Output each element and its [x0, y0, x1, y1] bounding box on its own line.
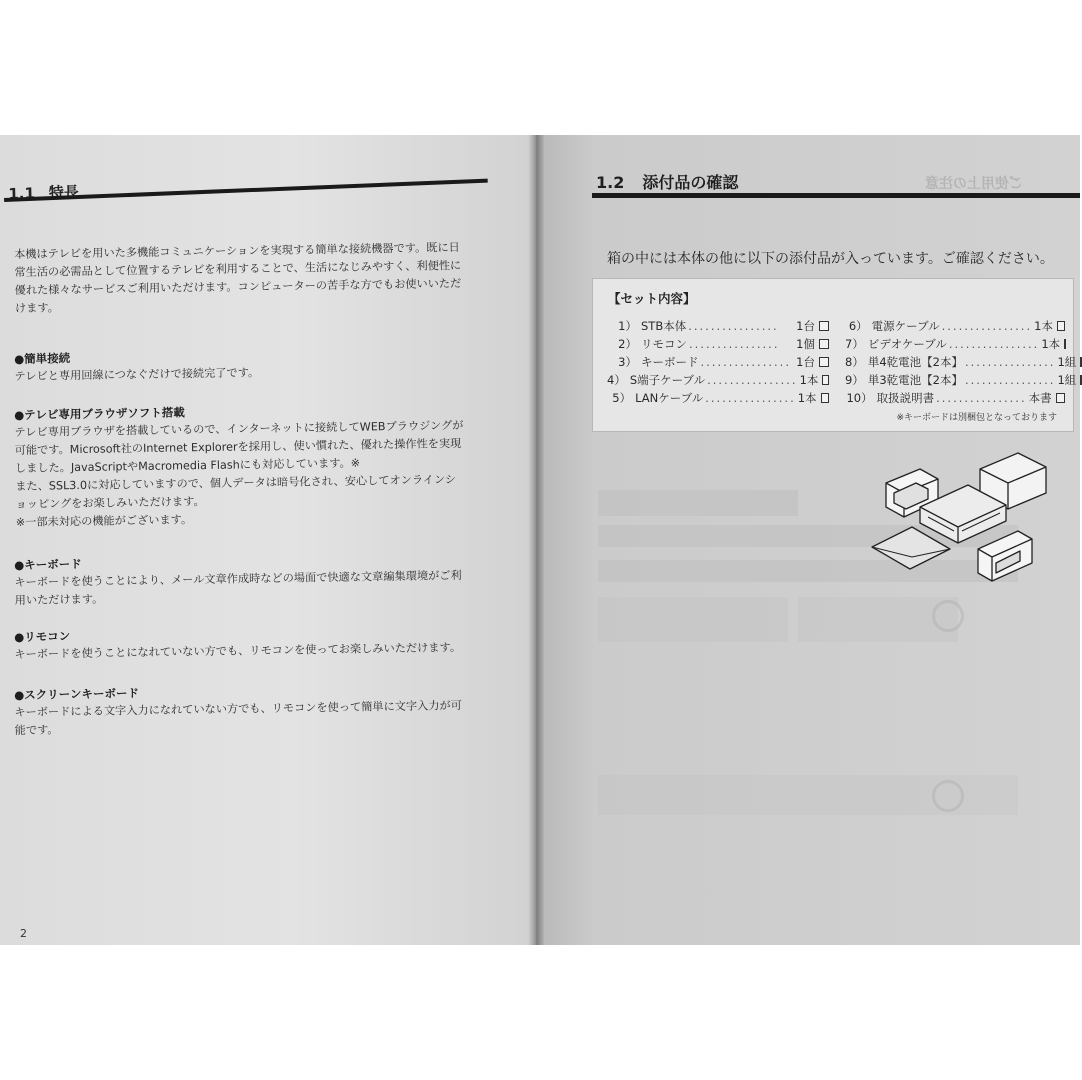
list-item: [607, 389, 829, 407]
item-quantity: 1本: [799, 373, 819, 387]
item-quantity: 1台: [796, 319, 815, 333]
leader-dots: ................: [936, 391, 1027, 405]
item-name: 電源ケーブル: [871, 319, 940, 333]
leader-dots: ................: [705, 391, 796, 405]
checkbox-icon: [819, 357, 829, 367]
leader-dots: ................: [964, 355, 1056, 369]
page-number: 2: [20, 927, 27, 940]
set-contents-title: 【セット内容】: [608, 291, 696, 306]
item-name: リモコン: [641, 337, 687, 351]
list-item: [607, 371, 829, 389]
list-item: [845, 371, 1077, 389]
item-name: LANケーブル: [635, 391, 704, 405]
intro-paragraph: [14, 238, 495, 318]
show-through-heading: ご使用上の注意: [925, 176, 1023, 192]
intro-text: 本機はテレビを用いた多機能コミュニケーションを実現する簡単な接続機器です。既に日 常生活の必需品として位置するテレビを利用することで、生活になじみやすく、利便性に 優れた様々なサービスご利用いただけます。コンピューターの苦手な方でもお使いいただ けます。: [14, 240, 462, 315]
item-name: S端子ケーブル: [629, 373, 706, 387]
item-number: 8）: [845, 355, 864, 369]
contents-intro: 箱の中には本体の他に以下の添付品が入っています。ご確認ください。: [607, 251, 1054, 267]
item-number: 10）: [846, 391, 873, 405]
feature-body: テレビと専用回線につなぐだけで接続完了です。: [14, 366, 260, 383]
leader-dots: ................: [941, 319, 1033, 333]
list-item: [845, 389, 1065, 407]
checkbox-icon: [819, 321, 829, 331]
list-item: [845, 353, 1077, 371]
checkbox-icon: [1057, 321, 1065, 331]
checkbox-icon: [1064, 339, 1066, 349]
foam-block-right: [978, 531, 1032, 581]
feature-body: キーボードを使うことにより、メール文章作成時などの場面で快適な文章編集環境がご利 用いただけます。: [14, 568, 462, 607]
section-title: 特長: [48, 183, 80, 202]
checkbox-icon: [819, 339, 829, 349]
item-name: 単3乾電池【2本】: [867, 373, 963, 387]
item-name: STB本体: [641, 319, 687, 333]
keyboard-note: ※キーボードは別梱包となっております: [896, 413, 1057, 423]
item-number: 7）: [845, 337, 864, 351]
feature-section: [14, 398, 496, 532]
section-number: 1.1: [8, 184, 36, 203]
leader-dots: ................: [964, 373, 1056, 387]
item-list-right: [845, 317, 1077, 407]
item-number: 5）: [612, 391, 632, 405]
section-heading: [596, 170, 738, 193]
book-gutter: [528, 135, 544, 945]
item-name: ビデオケーブル: [867, 337, 947, 351]
show-through-circle: [932, 600, 964, 632]
item-name: キーボード: [641, 355, 699, 369]
feature-section: [14, 342, 495, 386]
leader-dots: ................: [689, 337, 780, 351]
item-quantity: 1組: [1057, 373, 1077, 387]
item-quantity: 1個: [796, 337, 815, 351]
item-name: 取扱説明書: [876, 391, 935, 405]
section-number: 1.2: [596, 173, 625, 192]
list-item: [845, 335, 1065, 353]
set-contents-box: [592, 278, 1077, 432]
feature-title: ●テレビ専用ブラウザソフト搭載: [14, 405, 185, 422]
item-quantity: 1本: [1041, 337, 1061, 351]
feature-section: [14, 620, 495, 664]
package-illustration: [868, 445, 1050, 595]
checkbox-icon: [822, 375, 829, 385]
leader-dots: ................: [688, 319, 779, 333]
item-number: 4）: [607, 373, 626, 387]
list-item: [845, 317, 1065, 335]
item-name: 単4乾電池【2本】: [867, 355, 963, 369]
item-quantity: 1組: [1057, 355, 1077, 369]
list-item: [607, 335, 829, 353]
item-quantity: 本書: [1028, 391, 1052, 405]
item-number: 3）: [618, 355, 637, 369]
checkbox-icon: [1056, 393, 1065, 403]
item-number: 9）: [845, 373, 864, 387]
leader-dots: ................: [700, 355, 791, 369]
item-quantity: 1台: [796, 355, 815, 369]
item-quantity: 1本: [1034, 319, 1053, 333]
item-quantity: 1本: [797, 391, 817, 405]
feature-body: キーボードを使うことになれていない方でも、リモコンを使ってお楽しみいただけます。: [14, 640, 462, 661]
leader-dots: ................: [707, 373, 798, 387]
heading-rule: [592, 193, 1080, 198]
list-item: [607, 353, 829, 371]
feature-body: テレビ専用ブラウザを搭載しているので、インターネットに接続してWEBブラウジングが 可能です。Microsoft社のInternet Explorerを採用し、使い慣れた、優れた操作性を実現 しました。JavaScriptやMacromedia Flashにも対応しています。※ また、SSL3.0に対応していますので、個人データは暗号化され、安心してオンラインシ ョッピングをお楽しみいただけます。 ※一部未対応の機能がございます。: [14, 418, 464, 529]
item-number: 2）: [618, 337, 637, 351]
section-title: 添付品の確認: [642, 173, 739, 192]
item-number: 1）: [618, 319, 637, 333]
feature-section: [14, 678, 495, 740]
feature-title: ●キーボード: [14, 556, 82, 572]
checkbox-icon: [821, 393, 829, 403]
leader-dots: ................: [948, 337, 1040, 351]
feature-body: キーボードによる文字入力になれていない方でも、リモコンを使って簡単に文字入力が可 能です。: [14, 698, 462, 737]
feature-title: ●リモコン: [14, 629, 71, 644]
feature-title: ●スクリーンキーボード: [14, 686, 140, 702]
show-through-circle: [932, 780, 964, 812]
item-number: 6）: [848, 319, 868, 333]
feature-title: ●簡単接続: [14, 351, 71, 366]
list-item: [607, 317, 829, 335]
item-list-left: [607, 317, 829, 407]
feature-section: [14, 548, 495, 610]
